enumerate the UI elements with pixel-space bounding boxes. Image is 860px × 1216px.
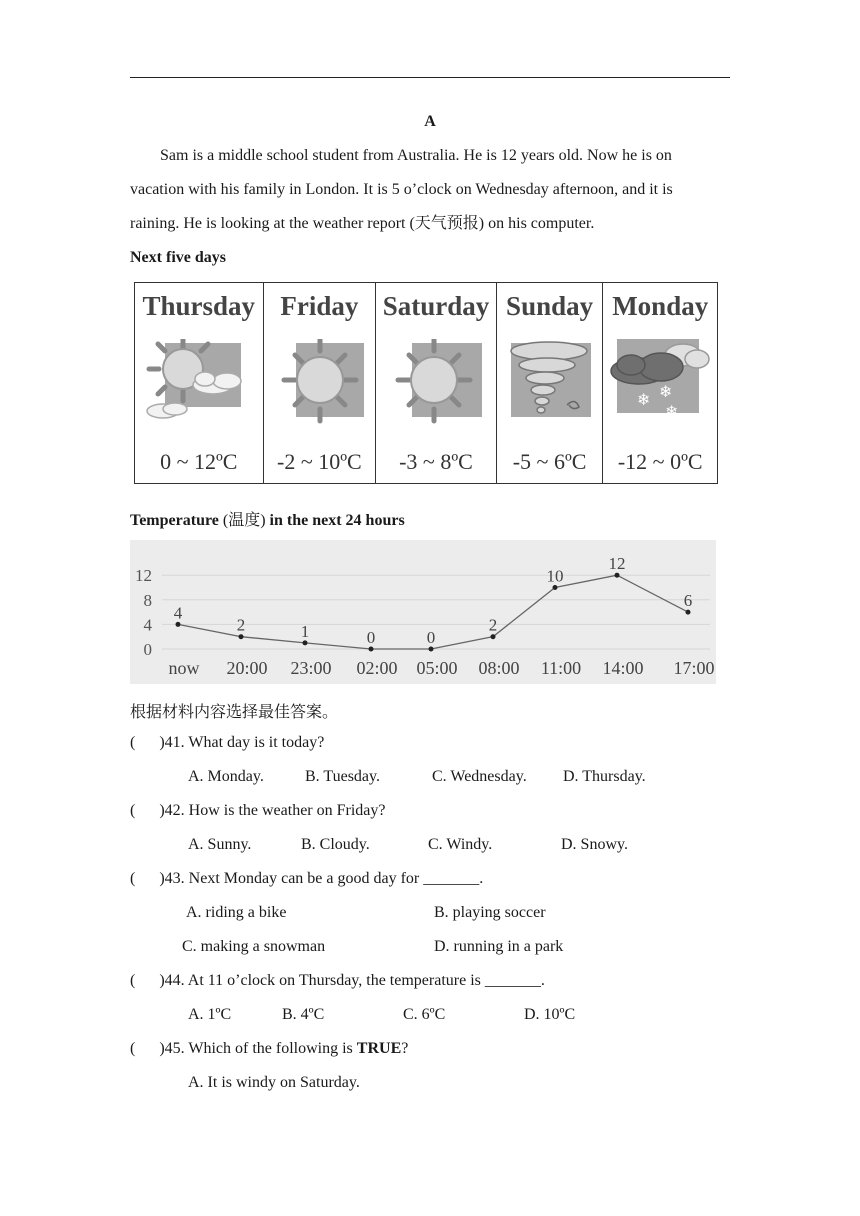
forecast-day: Friday — [280, 291, 359, 321]
x-tick-label: 08:00 — [478, 658, 520, 678]
question-text: 44. At 11 o’clock on Thursday, the temperature is _______. — [164, 972, 545, 989]
instruction: 根据材料内容选择最佳答案。 — [130, 704, 339, 721]
question-45 — [130, 1039, 408, 1059]
data-label: 12 — [608, 554, 626, 574]
q42-option-c[interactable]: C. Windy. — [428, 836, 493, 853]
x-tick-label: 02:00 — [356, 658, 398, 678]
forecast-temp: -3 ~ 8ºC — [399, 449, 473, 474]
forecast-cell-thursday — [135, 283, 264, 483]
data-point — [686, 610, 691, 615]
y-tick-label: 0 — [143, 640, 152, 659]
data-label: 6 — [683, 591, 693, 611]
question-43 — [130, 869, 483, 889]
q43-option-b[interactable]: B. playing soccer — [434, 904, 546, 921]
question-text-emphasis: TRUE — [356, 1040, 402, 1057]
passage-line-1: Sam is a middle school student from Australia. He is 12 years old. Now he is on — [160, 147, 672, 164]
data-point — [429, 647, 434, 652]
x-tick-label: now — [168, 658, 200, 678]
answer-paren[interactable]: ( ) — [130, 972, 165, 989]
forecast-cell-monday — [603, 283, 717, 483]
x-tick-label: 17:00 — [673, 658, 715, 678]
y-tick-label: 12 — [135, 566, 152, 586]
snow-cloud-icon — [603, 339, 717, 431]
data-point — [303, 640, 308, 645]
tornado-icon — [497, 339, 603, 431]
data-point — [176, 622, 181, 627]
x-tick-label: 23:00 — [290, 658, 332, 678]
sun-icon — [264, 339, 376, 431]
x-tick-label: 20:00 — [226, 658, 268, 678]
forecast-day: Saturday — [382, 291, 490, 321]
q43-option-a[interactable]: A. riding a bike — [186, 904, 287, 921]
svg-text:❄: ❄ — [659, 382, 673, 401]
data-label: 2 — [488, 615, 498, 635]
q44-option-a[interactable]: A. 1ºC — [188, 1006, 232, 1023]
question-text-end: ? — [401, 1040, 409, 1057]
section-letter: A — [424, 113, 436, 130]
top-rule — [130, 77, 730, 78]
data-point — [491, 634, 496, 639]
x-tick-label: 05:00 — [416, 658, 458, 678]
q41-option-d[interactable]: D. Thursday. — [563, 768, 646, 785]
data-point — [553, 585, 558, 590]
q41-option-a[interactable]: A. Monday. — [188, 768, 264, 785]
data-label: 2 — [236, 615, 246, 635]
forecast-day: Monday — [612, 291, 709, 321]
question-44 — [130, 971, 545, 991]
temperature-chart-svg — [130, 540, 716, 684]
forecast-table — [134, 282, 718, 484]
q42-option-b[interactable]: B. Cloudy. — [301, 836, 370, 853]
answer-paren[interactable]: ( ) — [130, 1040, 165, 1057]
q44-option-d[interactable]: D. 10ºC — [524, 1006, 576, 1023]
q44-option-c[interactable]: C. 6ºC — [403, 1006, 446, 1023]
y-tick-label: 8 — [143, 590, 152, 610]
x-tick-label: 11:00 — [540, 658, 582, 678]
q42-option-a[interactable]: A. Sunny. — [188, 836, 252, 853]
answer-paren[interactable]: ( ) — [130, 802, 165, 819]
data-label: 0 — [426, 628, 436, 647]
data-point — [239, 634, 244, 639]
forecast-heading: Next five days — [130, 249, 226, 266]
x-tick-label: 14:00 — [602, 658, 644, 678]
data-label: 0 — [366, 628, 376, 647]
q41-option-b[interactable]: B. Tuesday. — [305, 768, 380, 785]
temperature-chart — [130, 540, 716, 684]
forecast-day: Sunday — [506, 291, 594, 321]
passage-line-3: raining. He is looking at the weather report (天气预报) on his computer. — [130, 215, 595, 232]
sun-icon — [376, 339, 496, 431]
forecast-day: Thursday — [142, 291, 256, 321]
svg-text:❄: ❄ — [665, 402, 679, 421]
passage-line-2: vacation with his family in London. It is 5 o’clock on Wednesday afternoon, and it is — [130, 181, 673, 198]
data-point — [615, 573, 620, 578]
svg-text:❄: ❄ — [637, 390, 651, 409]
answer-paren[interactable]: ( ) — [130, 870, 165, 887]
data-label: 1 — [300, 621, 310, 641]
sun-cloud-icon — [135, 339, 263, 431]
q43-option-d[interactable]: D. running in a park — [434, 938, 564, 955]
temperature-heading-bold-1: Temperature — [130, 512, 219, 529]
forecast-cell-saturday — [376, 283, 497, 483]
question-text: 42. How is the weather on Friday? — [164, 802, 386, 819]
q43-option-c[interactable]: C. making a snowman — [182, 938, 326, 955]
q45-option-a[interactable]: A. It is windy on Saturday. — [188, 1074, 360, 1091]
temperature-heading-bold-2: in the next 24 hours — [269, 512, 405, 529]
temperature-heading — [130, 507, 405, 530]
question-text: 43. Next Monday can be a good day for _______. — [164, 870, 484, 887]
y-tick-label: 4 — [143, 615, 152, 635]
question-41 — [130, 733, 324, 753]
question-text: 41. What day is it today? — [164, 734, 325, 751]
data-label: 4 — [173, 603, 183, 623]
question-42 — [130, 801, 386, 821]
q41-option-c[interactable]: C. Wednesday. — [432, 768, 527, 785]
q42-option-d[interactable]: D. Snowy. — [561, 836, 628, 853]
forecast-temp: 0 ~ 12ºC — [160, 449, 238, 474]
q44-option-b[interactable]: B. 4ºC — [282, 1006, 325, 1023]
forecast-cell-sunday — [497, 283, 604, 483]
question-text: 45. Which of the following is — [164, 1040, 357, 1057]
answer-paren[interactable]: ( ) — [130, 734, 165, 751]
data-point — [369, 647, 374, 652]
forecast-temp: -12 ~ 0ºC — [617, 449, 703, 474]
forecast-temp: -2 ~ 10ºC — [277, 449, 362, 474]
data-label: 10 — [546, 566, 564, 586]
temperature-heading-normal: (温度) — [218, 512, 270, 529]
forecast-temp: -5 ~ 6ºC — [512, 449, 587, 474]
forecast-cell-friday — [264, 283, 377, 483]
